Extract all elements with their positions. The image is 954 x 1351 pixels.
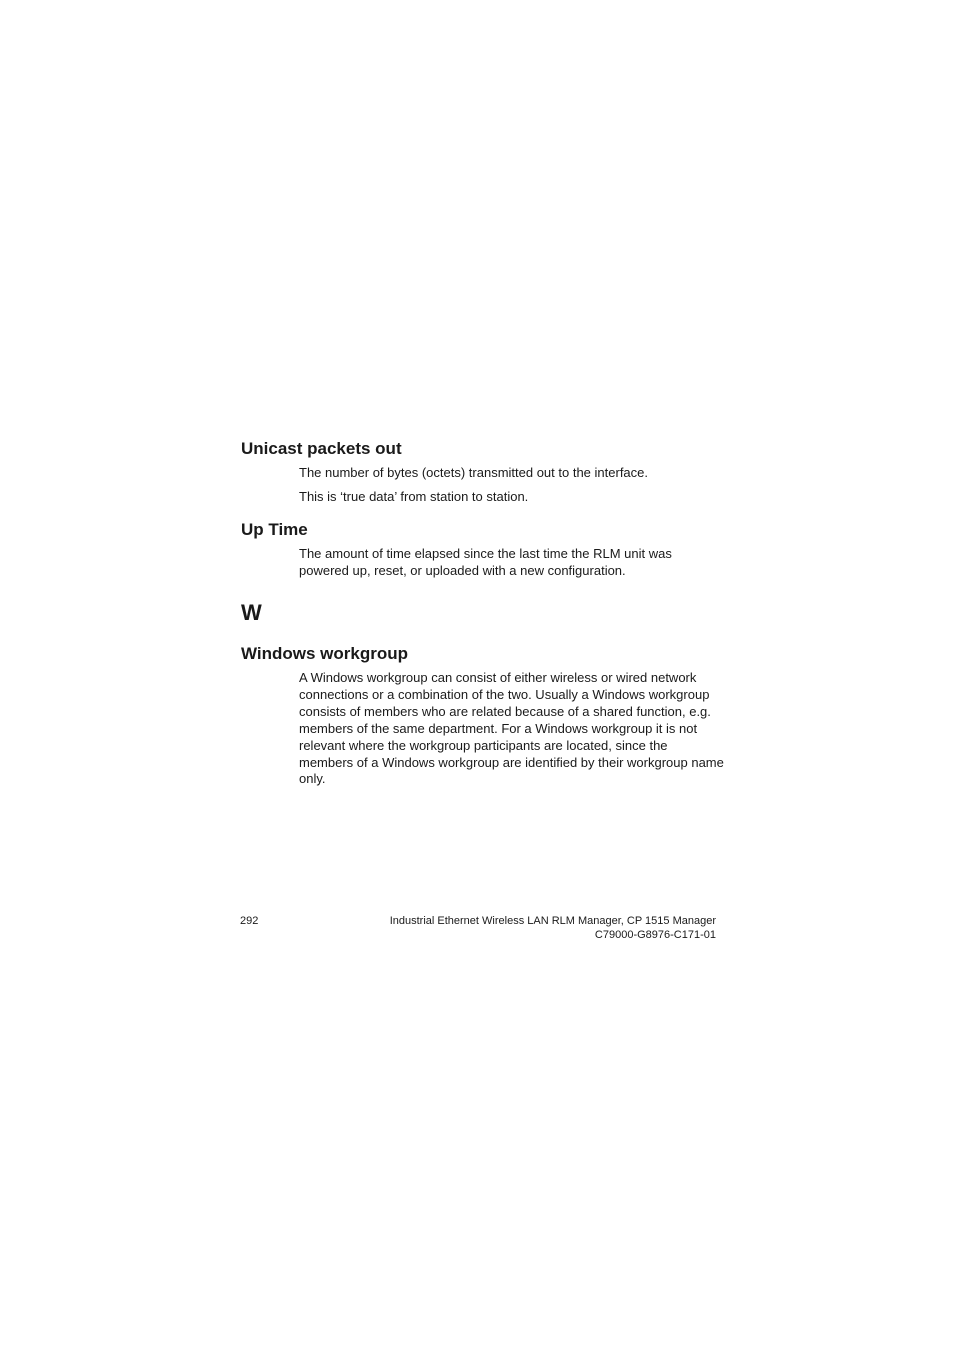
unicast-packets-out-paragraph-2: This is ‘true data’ from station to station. bbox=[299, 489, 529, 504]
footer-document-info bbox=[390, 914, 716, 942]
up-time-paragraph-1: The amount of time elapsed since the last time the RLM unit was powered up, reset, or uploaded with a new configuration. bbox=[299, 546, 672, 578]
entry-title-windows-workgroup: Windows workgroup bbox=[241, 644, 409, 663]
unicast-packets-out-paragraph-1: The number of bytes (octets) transmitted out to the interface. bbox=[299, 465, 649, 480]
windows-workgroup-paragraph-1: A Windows workgroup can consist of either wireless or wired network connections or a combination of the two. Usually a Windows workgroup consists of members who are related because of a shared function, e.g. members of the same department. For a Windows workgroup it is not relevant where the workgroup participants are located, since the members of a Windows workgroup are identified by their workgroup name only. bbox=[299, 670, 724, 787]
letter-section-heading: W bbox=[241, 600, 262, 625]
entry-title-unicast-packets-out: Unicast packets out bbox=[241, 439, 402, 458]
entry-title-up-time: Up Time bbox=[241, 520, 308, 539]
page-number: 292 bbox=[240, 915, 259, 927]
footer-document-title: Industrial Ethernet Wireless LAN RLM Manager, CP 1515 Manager bbox=[389, 915, 716, 927]
footer-document-id: C79000-G8976-C171-01 bbox=[594, 929, 716, 941]
